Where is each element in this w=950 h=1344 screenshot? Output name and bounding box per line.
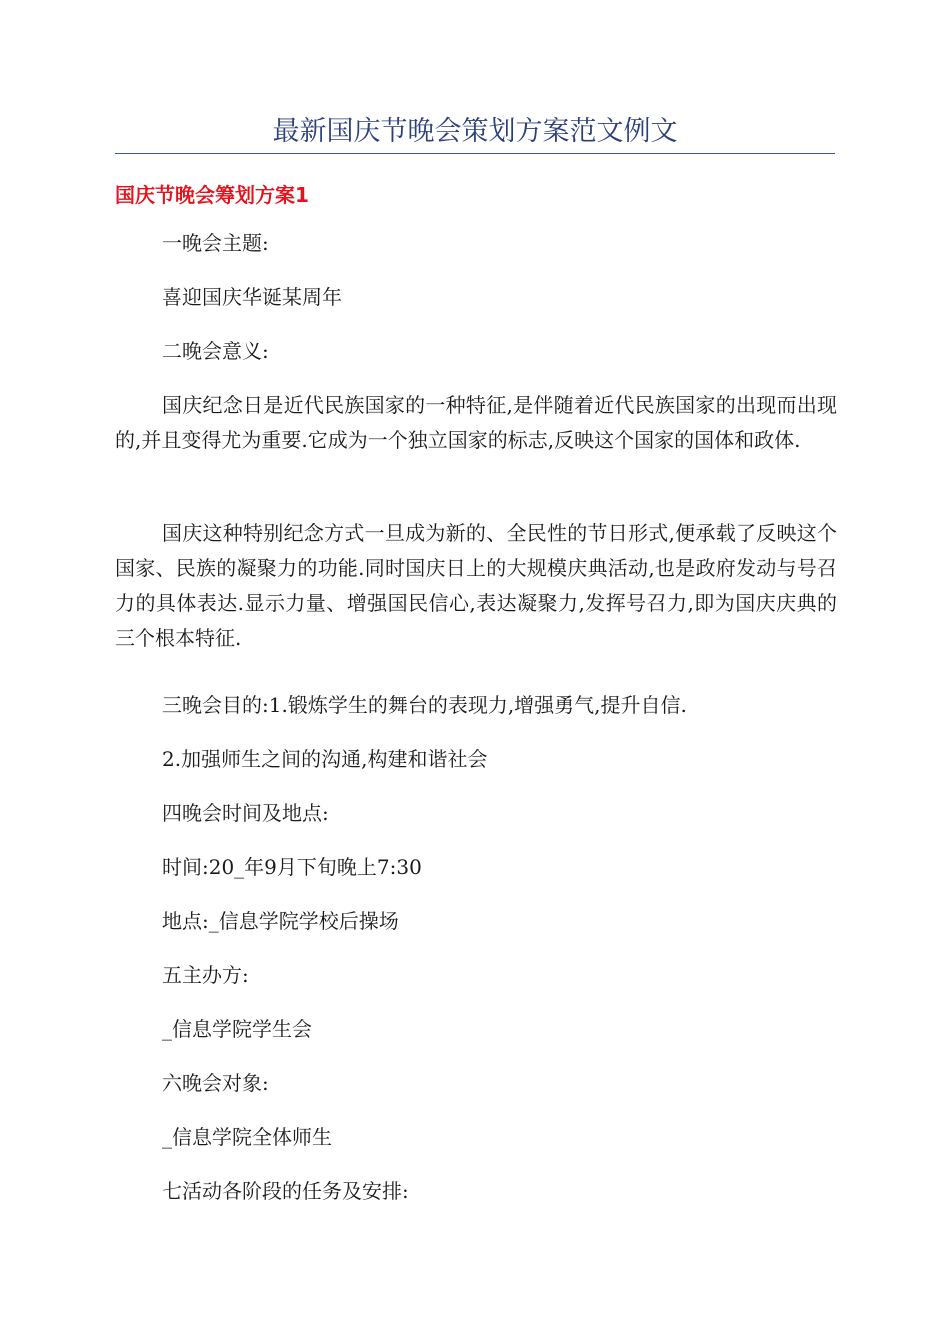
paragraph-theme-value: 喜迎国庆华诞某周年	[162, 285, 342, 309]
paragraph-purpose-2: 2.加强师生之间的沟通,构建和谐社会	[162, 747, 488, 771]
paragraph-organizer-label: 五主办方:	[162, 963, 249, 987]
paragraph-significance-label: 二晚会意义:	[162, 339, 269, 363]
paragraph-place: 地点:_信息学院学校后操场	[162, 909, 399, 933]
paragraph-audience-label: 六晚会对象:	[162, 1071, 269, 1095]
document-title: 最新国庆节晚会策划方案范文例文	[272, 116, 678, 147]
paragraph-purpose-1: 三晚会目的:1.锻炼学生的舞台的表现力,增强勇气,提升自信.	[162, 693, 687, 717]
paragraph-organizer-value: _信息学院学生会	[162, 1017, 312, 1041]
paragraph-tasks-label: 七活动各阶段的任务及安排:	[162, 1179, 409, 1203]
paragraph-significance-body-2: 国庆这种特别纪念方式一旦成为新的、全民性的节日形式,便承载了反映这个国家、民族的凝聚力的功能.同时国庆日上的大规模庆典活动,也是政府发动与号召力的具体表达.显示力量、增强国民信心,表达凝聚力,发挥号召力,即为国庆庆典的三个根本特征.	[115, 521, 837, 650]
paragraph-time-place-label: 四晚会时间及地点:	[162, 801, 329, 825]
paragraph-time: 时间:20_年9月下旬晚上7:30	[162, 855, 422, 879]
paragraph-theme-label: 一晚会主题:	[162, 231, 269, 255]
paragraph-audience-value: _信息学院全体师生	[162, 1125, 332, 1149]
paragraph-significance-body-1: 国庆纪念日是近代民族国家的一种特征,是伴随着近代民族国家的出现而出现的,并且变得尤为重要.它成为一个独立国家的标志,反映这个国家的国体和政体.	[115, 393, 837, 452]
title-underline-rule	[115, 153, 835, 154]
section-heading: 国庆节晚会筹划方案1	[115, 183, 309, 207]
